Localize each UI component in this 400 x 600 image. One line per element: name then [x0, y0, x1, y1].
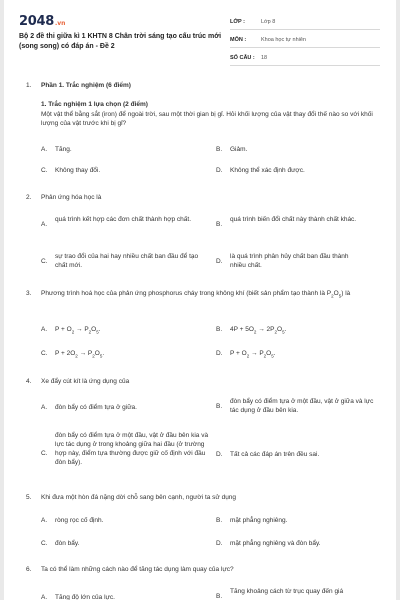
document-header [4, 0, 396, 66]
option-a[interactable]: A. Tăng. [41, 146, 72, 153]
equation-c: $P + 2O_2 \to P_2O_5$. [55, 350, 105, 359]
question-text: Một vật thể bằng sắt (iron) để ngoài trời, sau một thời gian bị gỉ. Hỏi khối lượng của vật thay đổi thế nào so với khối lượng của vật trước khi bị gỉ? [41, 110, 373, 127]
info-row-subject: MÔN : Khoa học tự nhiên [230, 33, 380, 48]
question-1 [26, 100, 378, 129]
question-4: 4. Xe đẩy cút kít là ứng dụng của [26, 377, 378, 387]
question-3: 3. Phương trình hoá học của phản ứng phosphorus cháy trong không khí (biết sản phẩm tạo thành là $P_2O_5$) là [26, 289, 378, 301]
option-a[interactable]: A. quá trình kết hợp các đơn chất thành hợp chất. [41, 216, 192, 228]
option-d[interactable]: D. $P + O_2 \to P_2O_5$. [216, 349, 376, 360]
document-title: Bộ 2 đề thi giữa kì 1 KHTN 8 Chân trời sáng tạo cấu trúc mới (song song) có đáp án - Đề 2 [19, 33, 222, 50]
info-row-class: LỚP : Lớp 8 [230, 15, 380, 30]
option-a[interactable]: A. Tăng độ lớn của lực. [41, 594, 115, 600]
option-d[interactable]: D. Không thể xác định được. [216, 167, 305, 174]
question-2: 2. Phản ứng hóa học là [26, 193, 378, 203]
equation-d: $P + O_2 \to P_2O_5$. [230, 350, 276, 359]
equation-b: $4P + 5O_2 \to 2P_2O_5$. [230, 326, 287, 335]
option-d[interactable]: D. mặt phẳng nghiêng và đòn bẩy. [216, 540, 321, 547]
option-b[interactable]: B. mặt phẳng nghiêng. [216, 517, 288, 524]
question-text: Khi đưa một hòn đá nặng dời chỗ sang bên cạnh, người ta sử dụng [41, 494, 237, 501]
question-6: 6. Ta có thể làm những cách nào để tăng tác dụng làm quay của lực? [26, 565, 378, 575]
option-c[interactable]: C. đòn bẩy có điểm tựa ở một đầu, vật ở đầu bên kia và lực tác dụng ở trong khoảng giữa hai đầu (ở trường hợp này, điểm tựa thường được giữ cố định với đầu đòn bẩy). [41, 432, 209, 466]
option-a[interactable]: A. $P + O_2 \to P_2O_5$. [41, 325, 201, 336]
option-b[interactable]: B. Giảm. [216, 146, 248, 153]
question-5: 5. Khi đưa một hòn đá nặng dời chỗ sang bên cạnh, người ta sử dụng [26, 493, 378, 503]
option-b[interactable]: B. quá trình biến đổi chất này thành chất khác. [216, 216, 357, 228]
option-d[interactable]: D. Tất cả các đáp án trên đều sai. [216, 451, 320, 458]
option-a[interactable]: A. đòn bẩy có điểm tựa ở giữa. [41, 404, 137, 411]
info-row-question-count: SỐ CÂU : 18 [230, 51, 380, 66]
section-title: 1. Trắc nghiệm 1 lựa chọn (2 điểm) [41, 101, 148, 108]
question-text: Xe đẩy cút kít là ứng dụng của [41, 378, 130, 385]
option-b[interactable]: B. đòn bẩy có điểm tựa ở một đầu, vật ở giữa và lực tác dụng ở đầu bên kia. [216, 398, 374, 414]
question-text: Phản ứng hóa học là [41, 194, 102, 201]
option-c[interactable]: C. Không thay đổi. [41, 167, 101, 174]
option-c[interactable]: C. $P + 2O_2 \to P_2O_5$. [41, 349, 201, 360]
part-heading: 1. Phần 1. Trắc nghiệm (6 điểm) [26, 82, 131, 89]
equation-a: $P + O_2 \to P_2O_5$. [55, 326, 101, 335]
document-page [4, 0, 396, 600]
site-logo[interactable]: 2048.vn [19, 14, 66, 29]
option-c[interactable]: C. sự trao đổi của hai hay nhiều chất ban đầu để tạo chất mới. [41, 253, 199, 269]
question-text: Ta có thể làm những cách nào để tăng tác dụng làm quay của lực? [41, 566, 234, 573]
option-b[interactable]: B. $4P + 5O_2 \to 2P_2O_5$. [216, 325, 376, 336]
question-text: Phương trình hoá học của phản ứng phosphorus cháy trong không khí (biết sản phẩm tạo thành là $P_2O_5$) là [41, 290, 351, 299]
option-d[interactable]: D. là quá trình phân hủy chất ban đầu thành nhiều chất. [216, 253, 349, 269]
option-c[interactable]: C. đòn bẩy. [41, 540, 80, 547]
option-b[interactable]: B. Tăng khoảng cách từ trục quay đến giá [216, 588, 344, 600]
option-a[interactable]: A. ròng rọc cố định. [41, 517, 104, 524]
document-info-box [230, 15, 380, 69]
